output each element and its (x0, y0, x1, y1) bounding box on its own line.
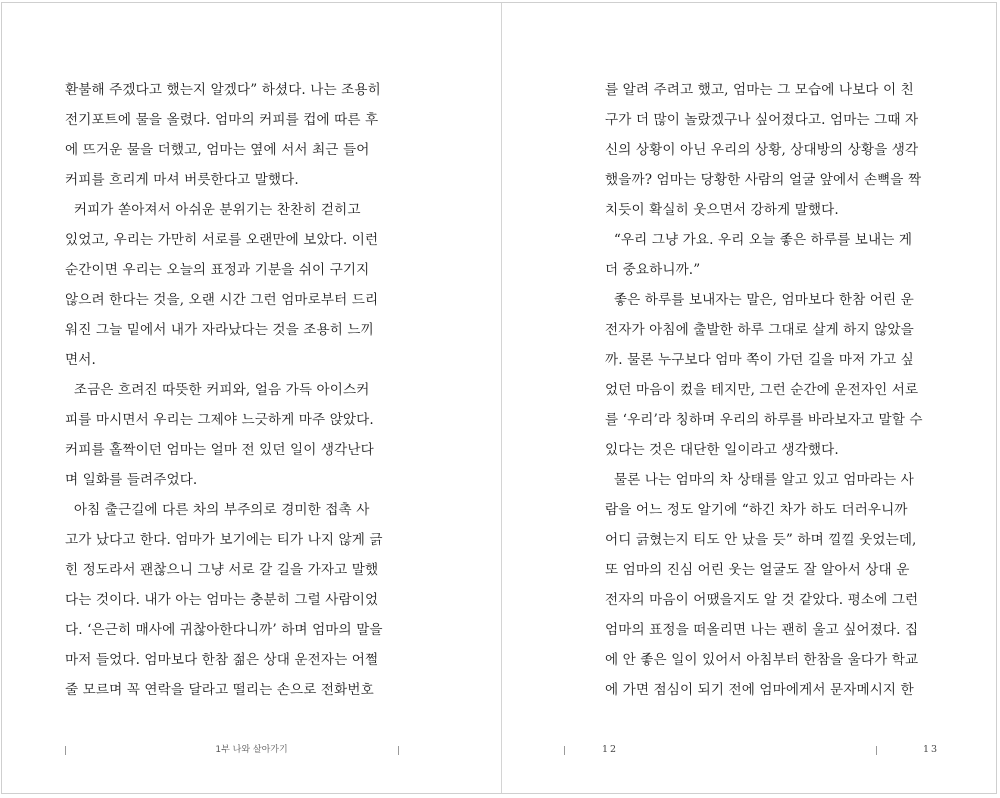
text-line: 힌 정도라서 괜찮으니 그냥 서로 갈 길을 가자고 말했 (65, 562, 379, 578)
text-line: 면서. (65, 352, 96, 368)
page-number-left: 12 (602, 744, 619, 755)
text-line: 전자가 아침에 출발한 하루 그대로 살게 하지 않았을 (605, 322, 914, 338)
text-line: 워진 그늘 밑에서 내가 자라났다는 것을 조용히 느끼 (65, 322, 374, 338)
text-line: 전자의 마음이 어땠을지도 알 것 같았다. 평소에 그런 (605, 592, 919, 608)
text-line: 좋은 하루를 보내자는 말은, 엄마보다 한참 어린 운 (605, 292, 914, 308)
text-line: 구가 더 많이 놀랐겠구나 싶어졌다고. 엄마는 그때 자 (605, 112, 919, 128)
text-line: 있었고, 우리는 가만히 서로를 오랜만에 보았다. 이런 (65, 232, 379, 248)
text-line: 에 뜨거운 물을 더했고, 엄마는 옆에 서서 최근 들어 (65, 142, 370, 158)
text-line: “우리 그냥 가요. 우리 오늘 좋은 하루를 보내는 게 (605, 232, 913, 248)
text-line: 며 일화를 들려주었다. (65, 472, 198, 488)
text-line: 환불해 주겠다고 했는지 알겠다” 하셨다. 나는 조용히 (65, 82, 381, 98)
text-line: 있다는 것은 대단한 일이라고 생각했다. (605, 442, 839, 458)
text-line: 를 알려 주려고 했고, 엄마는 그 모습에 나보다 이 친 (605, 82, 914, 98)
text-line: 물론 나는 엄마의 차 상태를 알고 있고 엄마라는 사 (605, 472, 914, 488)
left-page-footer (2, 744, 501, 758)
right-page-body (605, 75, 947, 705)
text-line: 치듯이 확실히 웃으면서 강하게 말했다. (605, 202, 839, 218)
text-line: 엄마의 표정을 떠올리면 나는 괜히 울고 싶어졌다. 집 (605, 622, 919, 638)
text-line: 를 ‘우리’라 칭하며 우리의 하루를 바라보자고 말할 수 (605, 412, 923, 428)
text-line: 었던 마음이 컸을 테지만, 그런 순간에 운전자인 서로 (605, 382, 919, 398)
text-line: 순간이면 우리는 오늘의 표정과 기분을 쉬이 구기지 (65, 262, 370, 278)
footer-tick-mark (564, 746, 565, 755)
text-line: 어디 긁혔는지 티도 안 났을 듯” 하며 낄낄 웃었는데, (605, 532, 917, 548)
text-line: 또 엄마의 진심 어린 웃는 얼굴도 잘 알아서 상대 운 (605, 562, 910, 578)
page-number-right: 13 (923, 744, 940, 755)
footer-tick-mark (876, 746, 877, 755)
text-line: 더 중요하니까.” (605, 262, 701, 278)
book-spread (1, 2, 997, 794)
running-head: 1부 나와 살아가기 (215, 745, 288, 755)
text-line: 에 가면 점심이 되기 전에 엄마에게서 문자메시지 한 (605, 682, 914, 698)
text-line: 신의 상황이 아닌 우리의 상황, 상대방의 상황을 생각 (605, 142, 919, 158)
text-line: 다는 것이다. 내가 아는 엄마는 충분히 그럴 사람이었 (65, 592, 379, 608)
text-line: 커피를 흐리게 마셔 버릇한다고 말했다. (65, 172, 299, 188)
text-line: 피를 마시면서 우리는 그제야 느긋하게 마주 앉았다. (65, 412, 374, 428)
text-line: 마저 들었다. 엄마보다 한참 젊은 상대 운전자는 어쩔 (65, 652, 379, 668)
left-page (2, 3, 501, 793)
text-line: 아침 출근길에 다른 차의 부주의로 경미한 접촉 사 (65, 502, 370, 518)
text-line: 않으려 한다는 것을, 오랜 시간 그런 엄마로부터 드리 (65, 292, 379, 308)
text-line: 다. ‘은근히 매사에 귀찮아한다니까’ 하며 엄마의 말을 (65, 622, 383, 638)
text-line: 에 안 좋은 일이 있어서 아침부터 한참을 울다가 학교 (605, 652, 919, 668)
text-line: 람을 어느 정도 알기에 “하긴 차가 하도 더러우니까 (605, 502, 908, 518)
text-line: 조금은 흐려진 따뜻한 커피와, 얼음 가득 아이스커 (65, 382, 370, 398)
right-page (502, 3, 998, 793)
text-line: 커피가 쏟아져서 아쉬운 분위기는 찬찬히 걷히고 (65, 202, 361, 218)
text-line: 했을까? 엄마는 당황한 사람의 얼굴 앞에서 손뼉을 짝 (605, 172, 922, 188)
text-line: 까. 물론 누구보다 엄마 쪽이 가던 길을 마저 가고 싶 (605, 352, 914, 368)
left-page-body (65, 75, 407, 705)
text-line: 커피를 홀짝이던 엄마는 얼마 전 있던 일이 생각난다 (65, 442, 374, 458)
text-line: 고가 났다고 한다. 엄마가 보기에는 티가 나지 않게 긁 (65, 532, 383, 548)
text-line: 줄 모르며 꼭 연락을 달라고 떨리는 손으로 전화번호 (65, 682, 374, 698)
text-line: 전기포트에 물을 올렸다. 엄마의 커피를 컵에 따른 후 (65, 112, 379, 128)
footer-tick-mark (398, 746, 399, 755)
